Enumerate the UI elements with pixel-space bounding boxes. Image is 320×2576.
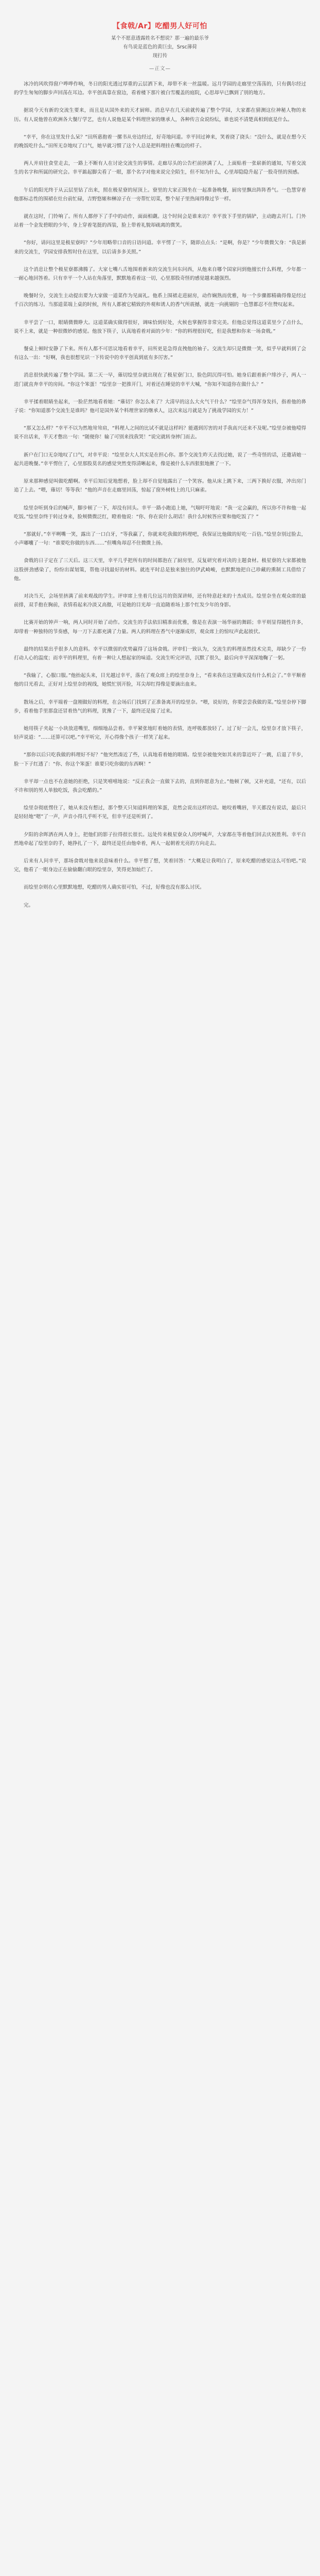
meta-line: 某个不愿意透露姓名不想说？那一遍的最乐爷 [111,36,209,41]
paragraph: “那又怎么样？”幸平不以为然地耸耸肩，“料理人之间的比试不就是这样吗？能遇到厉害的对手我高兴还来不及呢。”绘里奈被他噎得说不出话来，半天才憋出一句：“随便你！输了可别来找我哭！”说完就转身摔门而去。 [14,426,306,440]
paragraph: “那就好。”幸平咧嘴一笑，露出了一口白牙，“等我赢了，你就来吃我做的料理吧，我保证比他做的好吃一百倍。”绘里奈别过脸去，小声嘟囔了一句：“谁要吃你做的东西……”但嘴角却忍不住微微上扬。 [14,531,306,547]
paragraph: “我输了，心服口服。”他抬起头来，目光越过幸平，落在了观众席上的绘里奈身上，“看来我在这里确实没有什么机会了。”幸平顺着他的目光看去，正好对上绘里奈的视线，她慌忙别开脸，耳尖却红得像是要滴出血来。 [14,673,306,688]
paragraph: 对决当天，会场里挤满了前来观战的学生。评审席上坐着几位远月的资深讲师，还有特意赶来的十杰成员。绘里奈坐在观众席的最前排，双手抱在胸前，表情看起来冷淡又高傲，可是她的目光却一直追随着场上那个红发少年的身影。 [14,593,306,608]
paragraph: 幸平却一点也不在意她的拒绝，只是笑嘻嘻地说：“反正我会一直做下去的，直到你愿意为止。”他顿了顿，又补充道，“还有，以后不许和别的男人单独吃饭，我会吃醋的。” [14,778,306,793]
paragraph: 而绘里奈则在心里默默地想，吃醋的男人确实很可怕，不过，好像也没有那么讨厌。 [24,885,205,891]
paragraph: 后来有人问幸平，那场食戟对他来说意味着什么。幸平想了想，笑着回答：“大概是让我明白了，原来吃醋的感觉这么可怕吧。”说完，他看了一眼身边正在偷偷翻白眼的绘里奈，笑得更加灿烂了。 [14,858,306,873]
paragraph: 绘里奈听到身后的喊声，脚步顿了一下，却没有回头。幸平一路小跑追上她，气喘吁吁地说：“我一定会赢的，所以你不许和他一起吃饭。”绘里奈终于转过身来，脸颊微微泛红，瞪着他说：“你、你在说什么胡话！我什么时候答应要和他吃饭了？” [14,505,306,520]
meta-line: 有鸟说是蓝色的黄巨虫，Srsc薄荷 [123,44,197,50]
paragraph: 消息很快就传遍了整个学园。第二天一早，薙切绘里奈就出现在了极星寮门口，脸色阴沉得可怕。她身后跟着新户绯沙子，两人一进门就直奔幸平的房间。“你这个笨蛋！”绘里奈一把推开门，对着还在睡觉的幸平大喊，“你知不知道你在做什么？” [14,372,306,387]
paragraph: 就在这时，门铃响了。所有人都停下了手中的动作，面面相觑。这个时间会是谁来访？幸平放下手里的锅铲，主动跑去开门。门外站着一个金发碧眼的少年，身上穿着笔挺的西装，脸上带着礼貌却疏离的微笑。 [14,214,306,229]
paragraph: 绘里奈彻底愣住了，她从来没有想过，那个整天只知道料理的笨蛋，竟然会说出这样的话。她咬着嘴唇，半天都没有说话，最后只是轻轻地“嗯”了一声，声音小得几乎听不见，但幸平还是听到了。 [14,805,306,820]
article [12,21,308,2576]
paragraph: 比赛开始的钟声一响，两人同时开始了动作。交流生的手法依旧精准而优雅，像是在表演一场华丽的舞蹈；幸平则显得随性许多，却带着一种独特的节奏感，每一刀下去都充满了力量。两人的料理在香气中逐渐成形，观众席上的惊叹声此起彼伏。 [14,620,306,635]
paragraph: “你好，请问这里是极星寮吗？”少年用略带口音的日语问道。幸平愣了一下，随即点点头：“是啊，你是？”少年微微欠身：“我是新来的交流生，学园安排我暂时住在这里，以后请多多关照。” [14,240,306,255]
paragraph: 她用筷子夹起一小块放进嘴里，细细地品尝着。幸平紧张地盯着她的表情，连呼吸都放轻了。过了好一会儿，绘里奈才放下筷子，轻声说道：“……还算可以吧。”幸平听完，开心得像个孩子一样笑了起来。 [14,725,306,741]
article-body [12,80,308,910]
section-separator: —正文— [149,66,171,72]
paragraph: 晚餐时分，交流生主动提出要为大家做一道菜作为见面礼。他系上围裙走进厨房，动作娴熟而优雅，每一个步骤都精确得像是经过千百次的练习。当那道菜端上桌的时候，所有人都被它精致的外观和诱人的香气所震撼，就连一向挑剔的一色慧都忍不住赞叹起来。 [14,293,306,308]
paragraph: 夕阳的余晖洒在两人身上，把他们的影子拉得很长很长。远处传来极星寮众人的呼喊声，大家都在等着他们回去庆祝胜利。幸平自然地牵起了绘里奈的手，她挣扎了一下，最终还是任由他牵着，两人一起朝着光亮的方向走去。 [14,832,306,846]
paragraph: 新户在门口无奈地叹了口气，对幸平说：“绘里奈大人其实是在担心你。那个交流生昨天去找过她，说了一些奇怪的话，还邀请她一起共进晚餐。”幸平愣住了，心里那股莫名的感觉突然变得清晰起来，像是被什么东西狠狠地揪了一下。 [14,452,306,467]
paragraph: 两人并肩往食堂走去，一路上不断有人在讨论交流生的事情。走廊尽头的公告栏前挤满了人，上面贴着一张崭新的通知，写着交流生的名字和所属的研究会。幸平踮起脚尖看了一眼，那个名字对他来说完全陌生，但不知为什么，心里却隐隐升起了一股奇怪的预感。 [14,161,306,176]
paragraph: 午后的阳光终于从云层里钻了出来，照在极星寮的屋顶上。寮里的大家正围坐在一起准备晚餐，厨房里飘出阵阵香气。一色慧穿着他那标志性的围裙在灶台前忙碌，吉野悠姬和榊凉子在一旁帮忙切菜，整个屋子里热闹得像过节一样。 [14,187,306,202]
paragraph: 据说今天有新的交流生要来，而且是从国外来的天才厨师。消息早在几天前就传遍了整个学园，大家都在猜测这位神秘人物的来历。有人说他曾在欧洲各大餐厅学艺，也有人说他是某个料理世家的继承人，各种传言众说纷纭，谁也说不清楚真相到底是什么。 [14,108,306,123]
meta-line: 现打传 [152,53,168,59]
paragraph: 幸平尝了一口，眼睛微微睁大。这道菜确实做得很好，调味恰到好处，火候也掌握得非常完美。但他总觉得这道菜里少了点什么，说不上来，就是一种很微妙的感觉。他放下筷子，认真地看着对面的少年：“你的料理很好吃，但是我想和你来一场食戟。” [14,319,306,334]
paragraph: 散场之后，幸平端着一盘刚做好的料理，在会场后门找到了正准备离开的绘里奈。“喂，说好的，你要尝尝我做的菜。”绘里奈停下脚步，看着他手里那盘还冒着热气的料理，犹豫了一下，最终还是接了过来。 [14,699,306,714]
paragraph: 餐桌上顿时安静了下来。所有人都不可思议地看着幸平，田所更是急得直拽他的袖子。交流生却只是微微一笑，似乎早就料到了会有这么一出：“好啊，我也很想见识一下传说中的幸平创真到底有多厉害。” [14,346,306,361]
article-header [12,21,308,72]
paragraph: “幸平，你在这里发什么呆？”田所惠抱着一摞书从旁边经过，好奇地问道。幸平回过神来，笑着挠了挠头：“没什么，就是在想今天的晚饭吃什么。”田所无奈地叹了口气，她早就习惯了这个人总是把料理挂在嘴边的样子。 [14,134,306,149]
paragraph: 完。 [24,902,34,908]
paragraph: “那你以后只吃我做的料理好不好？”他突然凑近了些，认真地看着她的眼睛。绘里奈被他突如其来的靠近吓了一跳，后退了半步，脸一下子红透了：“你、你这个笨蛋！谁要只吃你做的东西啊！” [14,752,306,767]
paragraph: 最终的结果出乎很多人的意料。幸平以微弱的优势赢得了这场食戟。评审们一致认为，交流生的料理虽然技术完美，却缺少了一份打动人心的温度；而幸平的料理里，有着一种让人想起家的味道。交流生听完评语，沉默了很久，最后向幸平深深地鞠了一躬。 [14,646,306,661]
paragraph: 冰冷的风吹得窗户哗哗作响，冬日的阳光透过厚重的云层洒下来，却带不来一丝温暖。远月学园的走廊里空荡荡的，只有偶尔经过的学生匆匆的脚步声回荡在耳边。幸平创真靠在窗边，看着楼下那片被白雪覆盖的庭院，心思却早已飘到了别的地方。 [14,81,306,96]
paragraph: 幸平揉着眼睛坐起来，一脸茫然地看着她：“薙切？你怎么来了？大清早的这么大火气干什么？”绘里奈气得浑身发抖，指着他的鼻子说：“你知道那个交流生是谁吗？他可是国外某个料理世家的继承人，这次来远月就是为了挑战学园的实力！” [14,399,306,414]
paragraph: 食戟的日子定在了三天后。这三天里，幸平几乎把所有的时间都泡在了厨房里，反复研究着对决的主题食材。极星寮的大家都被他这股拼劲感染了，纷纷出谋划策，帮他寻找最好的材料。就连平时总是独来独往的伊武崎峻，也默默地把自己珍藏的熏制工具借给了他。 [14,558,306,582]
paragraph: 原来那种感觉叫做吃醋啊。幸平后知后觉地想着，脸上却不自觉地露出了一个笑容。他从床上跳下来，三两下换好衣服，冲出房门追了上去。“喂，薙切！等等我！”他的声音在走廊里回荡，惊起了窗外树枝上的几只麻雀。 [14,479,306,494]
article-title: 【食戟/Ar】吃醋男人好可怕 [113,22,207,30]
paragraph: 这个消息让整个极星寮都沸腾了。大家七嘴八舌地围着新来的交流生问东问西，从他来自哪个国家问到他擅长什么料理，少年都一一耐心地回答着。只有幸平一个人站在角落里，默默地看着这一切，心里那股奇怪的感觉越来越强烈。 [14,266,306,282]
